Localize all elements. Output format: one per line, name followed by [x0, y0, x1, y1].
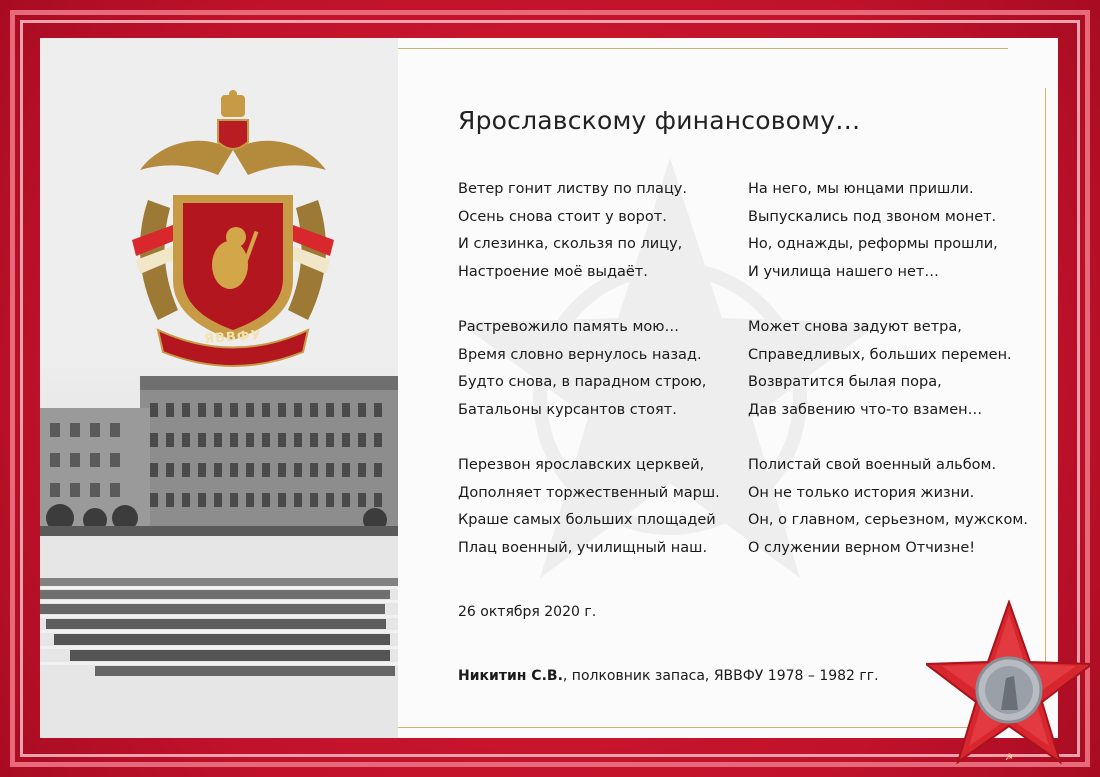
poem-line: Справедливых, больших перемен. — [748, 346, 1012, 363]
poem-line: Плац военный, училищный наш. — [458, 539, 708, 556]
stanza-right-3 — [748, 452, 1028, 562]
document-sheet — [40, 38, 1058, 738]
poem-line: Время словно вернулось назад. — [458, 346, 702, 363]
poem-title: Ярославскому финансовому… — [458, 106, 861, 135]
poem-line: Перезвон ярославских церквей, — [458, 457, 705, 473]
author-signature — [458, 668, 879, 684]
gold-rule-right — [1045, 88, 1046, 688]
poem-line: Растревожило память мою… — [458, 319, 679, 335]
stanza-left-2 — [458, 314, 706, 424]
poem-line: Выпускались под звоном монет. — [748, 208, 997, 225]
stanza-right-1 — [748, 176, 998, 286]
poem-line: Дав забвению что-то взамен… — [748, 401, 983, 418]
poem-line: Может снова задуют ветра, — [748, 319, 962, 335]
poem-line: Возвратится былая пора, — [748, 374, 942, 390]
poem-line: Краше самых больших площадей — [458, 512, 716, 528]
poem-line: Батальоны курсантов стоят. — [458, 401, 677, 418]
poem-line: И слезинка, скользя по лицу, — [458, 236, 683, 252]
author-name: Никитин С.В. — [458, 668, 563, 684]
school-emblem — [118, 90, 348, 370]
parade-photo — [40, 368, 398, 738]
emblem-ribbon-text: ЯВВФУ — [203, 328, 263, 347]
left-image-panel — [40, 38, 398, 738]
svg-text:☭: ☭ — [1004, 753, 1014, 763]
poem-line: И училища нашего нет… — [748, 263, 939, 280]
red-star-medal — [926, 600, 1092, 770]
poem-line: На него, мы юнцами пришли. — [748, 181, 974, 197]
poem-date: 26 октября 2020 г. — [458, 604, 597, 620]
poem-line: Будто снова, в парадном строю, — [458, 374, 707, 390]
poem-line: Дополняет торжественный марш. — [458, 484, 720, 501]
poem-line: Он не только история жизни. — [748, 484, 975, 501]
stanza-left-3 — [458, 452, 720, 562]
stanza-left-1 — [458, 176, 687, 286]
poem-line: О служении верном Отчизне! — [748, 539, 976, 556]
poem-line: Но, однажды, реформы прошли, — [748, 236, 998, 252]
poem-line: Полистай свой военный альбом. — [748, 457, 997, 473]
stanza-right-2 — [748, 314, 1012, 424]
author-details: , полковник запаса, ЯВВФУ 1978 – 1982 гг. — [562, 668, 879, 684]
poem-line: Настроение моё выдаёт. — [458, 263, 648, 280]
poem-line: Он, о главном, серьезном, мужском. — [748, 512, 1028, 528]
poem-line: Осень снова стоит у ворот. — [458, 208, 667, 225]
poem-line: Ветер гонит листву по плацу. — [458, 181, 687, 197]
